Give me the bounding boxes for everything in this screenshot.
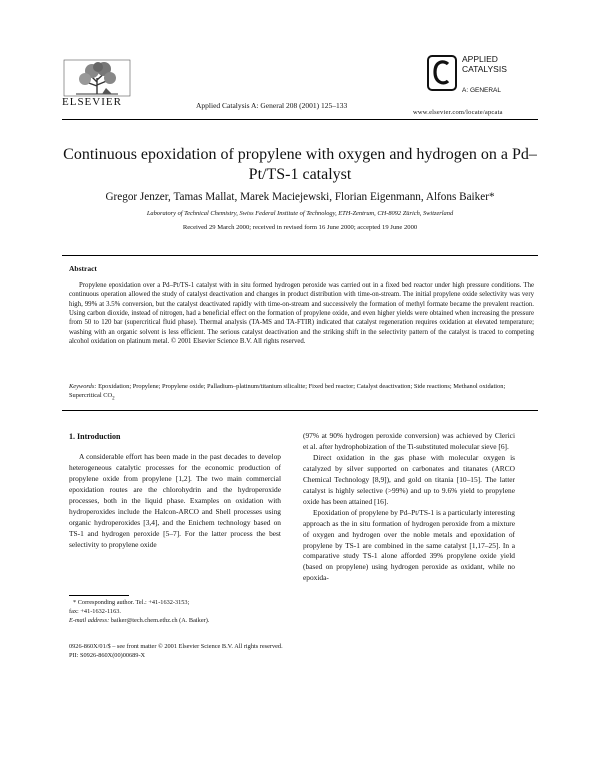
header-rule bbox=[62, 119, 538, 120]
author-list: Gregor Jenzer, Tamas Mallat, Marek Maciejewski, Florian Eigenmann, Alfons Baiker* bbox=[105, 191, 495, 203]
abstract-bottom-rule bbox=[62, 410, 538, 411]
keywords bbox=[69, 382, 534, 404]
keywords-text: Epoxidation; Propylene; Propylene oxide; Palladium–platinum/titanium silicalite; Fixed bed reactor; Catalyst deactivation; Side reactions; Methanol oxidation; Supercritical CO bbox=[69, 383, 506, 400]
keywords-label: Keywords: bbox=[69, 383, 97, 390]
copyright-line: 0926-860X/01/$ – see front matter © 2001 Elsevier Science B.V. All rights reserved. bbox=[69, 643, 283, 650]
journal-logo-line3: A: GENERAL bbox=[462, 87, 502, 94]
footnote-line2: fax: +41-1632-1163. bbox=[69, 607, 121, 615]
footnote-line1: * Corresponding author. Tel.: +41-1632-3153; bbox=[73, 599, 190, 606]
email-address[interactable]: baiker@tech.chem.ethz.ch (A. Baiker). bbox=[110, 616, 210, 624]
footnote-email bbox=[69, 617, 281, 626]
intro-paragraph-3: Epoxidation of propylene by Pd–Pt/TS-1 is a particularly interesting approach as the in situ formation of hydrogen peroxide from a mixture of oxygen and hydrogen over the noble metals and epoxidation of propylene by TS-1 are combined in the same catalyst [1,17–25]. In a comparative study TS-1 alone afforded 39% propylene oxide yield (based on propylene) using hydrogen peroxide as oxidant, while no epoxida- bbox=[303, 507, 515, 583]
corresponding-author-footnote bbox=[69, 599, 281, 626]
copyright-block bbox=[69, 643, 469, 660]
email-label: E-mail address: bbox=[69, 616, 110, 624]
journal-url[interactable]: www.elsevier.com/locate/apcata bbox=[413, 109, 503, 116]
received-dates: Received 29 March 2000; received in revised form 16 June 2000; accepted 19 June 2000 bbox=[182, 224, 418, 231]
abstract-heading: Abstract bbox=[69, 264, 97, 273]
journal-logo bbox=[427, 51, 547, 111]
intro-paragraph-2: Direct oxidation in the gas phase with molecular oxygen is catalyzed by silver supported on carbonates and titanates (ARCO Chemical Technology [8,9]), and gold on titania [10–15]. The latter catalyst is highly selective (>99%) and up to 9.6% yield to propylene oxide has been attained [16]. bbox=[303, 452, 515, 506]
affiliation: Laboratory of Technical Chemistry, Swiss Federal Institute of Technology, ETH-Zentrum, CH-8092 Zürich, Switzerland bbox=[146, 210, 454, 217]
article-title: Continuous epoxidation of propylene with oxygen and hydrogen on a Pd–Pt/TS-1 catalyst bbox=[63, 146, 537, 183]
journal-logo-mark-icon bbox=[427, 55, 457, 91]
journal-logo-line1: APPLIED bbox=[462, 54, 498, 64]
journal-logo-line2: CATALYSIS bbox=[462, 64, 507, 74]
keywords-subscript: 2 bbox=[112, 396, 115, 402]
intro-paragraph-1: A considerable effort has been made in the past decades to develop heterogeneous catalytic processes for the economic production of propylene oxide from propylene [1,2]. The two main commercial epoxidation routes are the chlorohydrin and the hydroperoxide processes, both in the liquid phase. Examples on oxidation with hydroperoxides include the Halcon-ARCO and Shell processes using organic hydroperoxides [3,4], and the Enichem technology based on TS-1 and hydrogen peroxide [5–7]. For the latter process the best selectivity to propylene oxide bbox=[69, 452, 281, 549]
abstract-top-rule bbox=[62, 255, 538, 256]
intro-paragraph-1-continued: (97% at 90% hydrogen peroxide conversion) was achieved by Clerici et al. after hydrophobization of the Ti-substituted molecular sieve [6]. bbox=[303, 431, 515, 451]
publisher-name: ELSEVIER bbox=[62, 96, 122, 108]
right-column bbox=[303, 431, 515, 584]
journal-reference: Applied Catalysis A: General 208 (2001) 125–133 bbox=[196, 101, 348, 110]
section-heading-introduction: 1. Introduction bbox=[69, 432, 121, 441]
left-column bbox=[69, 452, 281, 551]
abstract-text: Propylene epoxidation over a Pd–Pt/TS-1 catalyst with in situ formed hydrogen peroxide was carried out in a fixed bed reactor under high pressure conditions. The continuous operation allowed the study of catalyst deactivation and changes in product distribution with time-on-stream. The initial propylene oxide selectivity was very high, 99% at 3.5% conversion, but the catalyst deactivated rapidly with time-on-stream and successively the formation of methyl formate became the prevalent reaction. Using carbon dioxide, instead of nitrogen, had a beneficial effect on the formation of propylene oxide, and even higher yields were obtained when increasing the pressure from 50 to 120 bar (supercritical fluid phase). Thermal analysis (TA-MS and TA-FTIR) indicated that catalyst regeneration requires oxidation at elevated temperature; washing with an organic solvent is less efficient. The serious catalyst deactivation and the striking shift in the selectivity pattern of the catalyst is traced to competing alcohol oxidation on platinum metal. © 2001 Elsevier Science B.V. All rights reserved. bbox=[69, 282, 534, 346]
footnote-rule bbox=[69, 595, 129, 596]
pii-line: PII: S0926-860X(00)00689-X bbox=[69, 651, 146, 659]
